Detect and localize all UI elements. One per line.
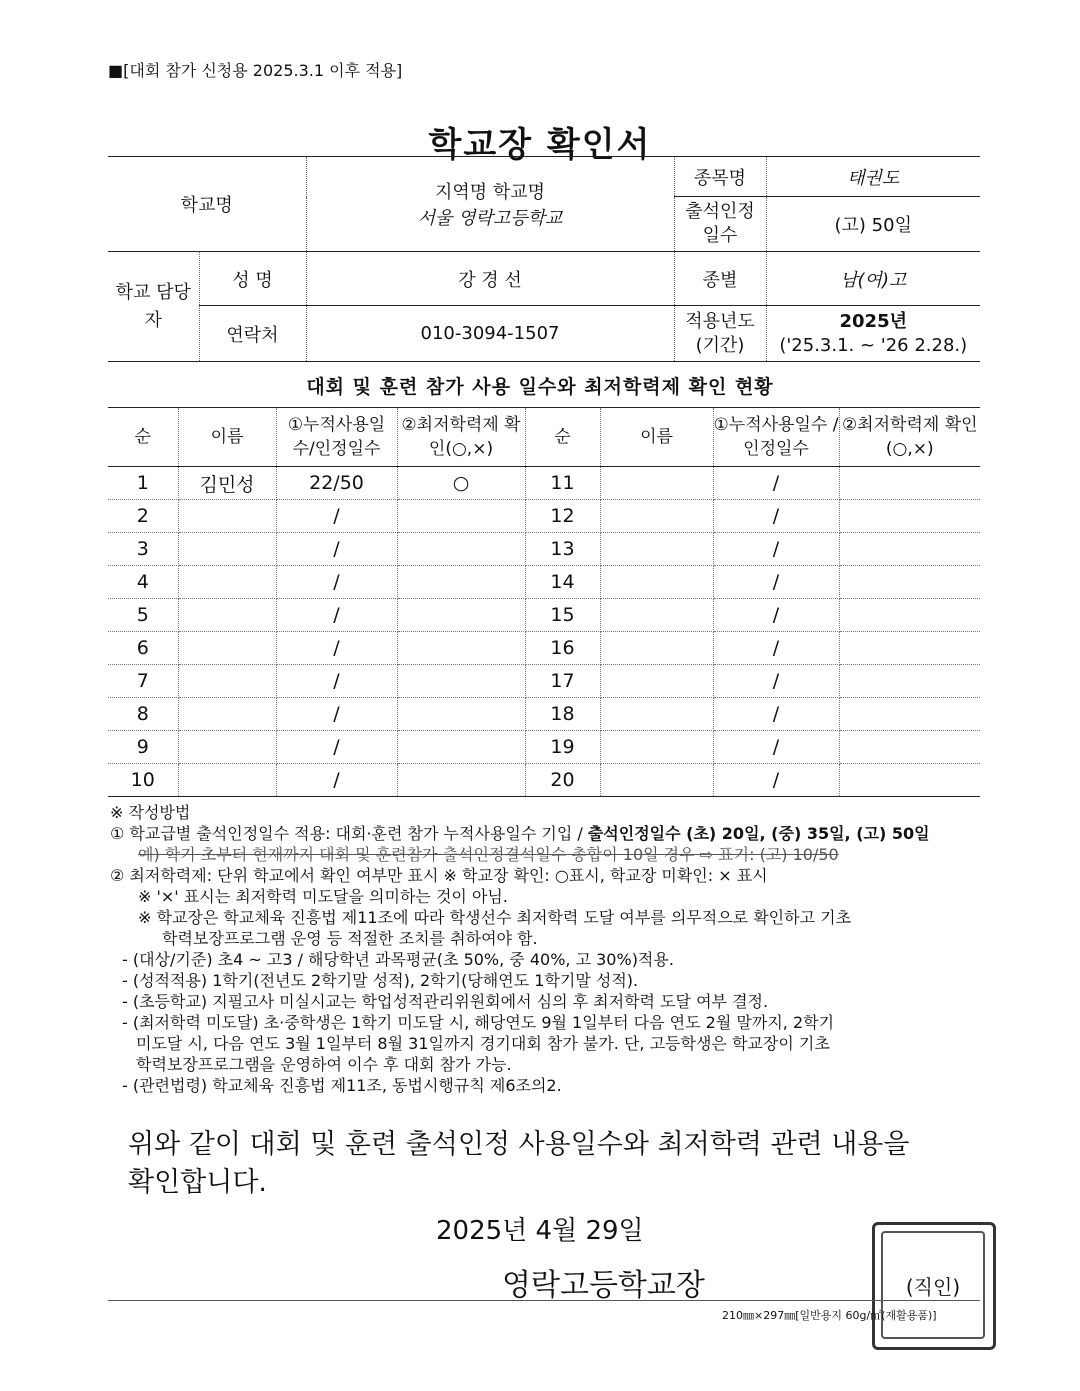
row-no-cell: 10 (108, 764, 178, 797)
col-header-name: 이름 (600, 408, 713, 467)
min-academic-check-cell (839, 665, 980, 698)
min-academic-check-cell (839, 500, 980, 533)
row-no-cell: 13 (525, 533, 600, 566)
student-name-cell (178, 764, 276, 797)
min-academic-check-cell (397, 698, 525, 731)
school-manager-label: 학교 담당자 (108, 252, 199, 362)
col-header-name: 이름 (178, 408, 276, 467)
instruction-2: ② 최저학력제: 단위 학교에서 확인 여부만 표시 ※ 학교장 확인: ○표시, 학교장 미확인: × 표시 (110, 866, 768, 885)
applicable-period-value: ('25.3.1. ~ '26 2.28.) (779, 334, 968, 356)
min-academic-check-cell: ○ (397, 467, 525, 500)
table-row (108, 500, 980, 533)
row-no-cell: 3 (108, 533, 178, 566)
days-used-cell: / (713, 698, 839, 731)
sport-value: 태권도 (766, 157, 980, 197)
confirmation-statement (128, 1126, 978, 1202)
days-used-cell: / (276, 764, 397, 797)
row-no-cell: 5 (108, 599, 178, 632)
min-academic-check-cell (839, 533, 980, 566)
bullet-elementary: - (초등학교) 지필고사 미실시교는 학업성적관리위원회에서 심의 후 최저학력 도달 여부 결정. (122, 992, 769, 1011)
instruction-2-note-b-cont: 학력보장프로그램 운영 등 적절한 조치를 취하여야 함. (162, 929, 538, 948)
instruction-1-bold: 출석인정일수 (초) 20일, (중) 35일, (고) 50일 (587, 824, 930, 843)
table-row (108, 665, 980, 698)
bottom-divider (108, 1300, 980, 1301)
paper-spec: 210㎜×297㎜[일반용지 60g/㎡(재활용품)] (722, 1309, 937, 1322)
applicable-year-value: 2025년 (839, 310, 907, 332)
sport-label: 종목명 (674, 157, 766, 197)
row-no-cell: 11 (525, 467, 600, 500)
col-header-days: ①누적사용일수 /인정일수 (713, 408, 839, 467)
bullet-law: - (관련법령) 학교체육 진흥법 제11조, 동법시행규칙 제6조의2. (122, 1076, 562, 1095)
table-row (108, 698, 980, 731)
table-row (108, 764, 980, 797)
col-header-no: 순 (108, 408, 178, 467)
row-no-cell: 9 (108, 731, 178, 764)
bullet-grades: - (성적적용) 1학기(전년도 2학기말 성적), 2학기(당해연도 1학기말 성적). (122, 971, 639, 990)
student-name-cell (178, 665, 276, 698)
days-used-cell: / (713, 533, 839, 566)
min-academic-check-cell (397, 566, 525, 599)
student-name-cell (600, 533, 713, 566)
document-title: 학교장 확인서 (428, 125, 652, 165)
attendance-days-value: (고) 50일 (766, 197, 980, 252)
bullet-unmet: - (최저학력 미도달) 초·중학생은 1학기 미도달 시, 해당연도 9월 1일부터 다음 연도 2월 말까지, 2학기 (122, 1013, 835, 1032)
col-header-min-academic: ②최저학력제 확인(○,×) (397, 408, 525, 467)
min-academic-check-cell (839, 632, 980, 665)
applicable-year-cell (766, 306, 980, 362)
student-name-cell (178, 599, 276, 632)
instructions (110, 802, 990, 1096)
instructions-heading: ※ 작성방법 (110, 803, 191, 822)
col-header-days: ①누적사용일 수/인정일수 (276, 408, 397, 467)
contact-value: 010-3094-1507 (306, 306, 674, 362)
days-used-cell: / (276, 566, 397, 599)
instruction-1 (110, 823, 990, 844)
col-header-min-academic: ②최저학력제 확인(○,×) (839, 408, 980, 467)
min-academic-check-cell (839, 566, 980, 599)
row-no-cell: 12 (525, 500, 600, 533)
min-academic-check-cell (839, 698, 980, 731)
bullet-unmet-cont-2: 학력보장프로그램을 운영하여 이수 후 대회 참가 가능. (136, 1055, 512, 1074)
days-used-cell: / (713, 632, 839, 665)
min-academic-check-cell (839, 467, 980, 500)
seal-label: (직인) (905, 1275, 961, 1299)
days-used-cell: / (276, 731, 397, 764)
instruction-1-example: 예) 학기 초부터 현재까지 대회 및 훈련참가 출석인정결석일수 총합이 10일 경우 ⇨ 표기: (고) 10/50 (138, 845, 839, 864)
row-no-cell: 14 (525, 566, 600, 599)
min-academic-check-cell (839, 731, 980, 764)
category-value: 남(여)고 (766, 252, 980, 306)
table-row (108, 632, 980, 665)
student-name-cell (600, 566, 713, 599)
table-header-row (108, 408, 980, 467)
row-no-cell: 16 (525, 632, 600, 665)
days-used-cell: / (713, 500, 839, 533)
row-no-cell: 4 (108, 566, 178, 599)
category-label: 종별 (674, 252, 766, 306)
manager-name-value: 강 경 선 (306, 252, 674, 306)
school-name-cell (306, 157, 674, 252)
min-academic-check-cell (839, 764, 980, 797)
row-no-cell: 19 (525, 731, 600, 764)
min-academic-check-cell (397, 764, 525, 797)
manager-name-label: 성 명 (199, 252, 306, 306)
days-used-cell: 22/50 (276, 467, 397, 500)
school-name-value: 서울 영락고등학교 (417, 208, 563, 229)
table-row (108, 533, 980, 566)
days-used-cell: / (713, 467, 839, 500)
instruction-1-text: ① 학교급별 출석인정일수 적용: 대회·훈련 참가 누적사용일수 기입 / (110, 824, 588, 843)
days-used-cell: / (276, 632, 397, 665)
student-name-cell (178, 533, 276, 566)
row-no-cell: 6 (108, 632, 178, 665)
section-title: 대회 및 훈련 참가 사용 일수와 최저학력제 확인 현황 (306, 376, 774, 398)
min-academic-check-cell (397, 665, 525, 698)
row-no-cell: 17 (525, 665, 600, 698)
student-name-cell (600, 731, 713, 764)
days-used-cell: / (276, 533, 397, 566)
form-usage-note: ■[대회 참가 신청용 2025.3.1 이후 적용] (108, 61, 403, 80)
attendance-days-label: 출석인정 일수 (674, 197, 766, 252)
bullet-unmet-cont-1: 미도달 시, 다음 연도 3월 1일부터 8월 31일까지 경기대회 참가 불가. 단, 고등학생은 학교장이 기초 (136, 1034, 830, 1053)
row-no-cell: 2 (108, 500, 178, 533)
table-row (108, 566, 980, 599)
participation-table (108, 407, 980, 797)
school-info-table (108, 156, 980, 362)
school-name-sublabel: 지역명 학교명 (434, 182, 546, 203)
instruction-2-note-a: ※ '×' 표시는 최저학력 미도달을 의미하는 것이 아님. (138, 887, 508, 906)
student-name-cell (600, 764, 713, 797)
col-header-no: 순 (525, 408, 600, 467)
instruction-2-note-b: ※ 학교장은 학교체육 진흥법 제11조에 따라 학생선수 최저학력 도달 여부를 의무적으로 확인하고 기초 (138, 908, 852, 927)
student-name-cell (600, 632, 713, 665)
student-name-cell: 김민성 (178, 467, 276, 500)
contact-label: 연락처 (199, 306, 306, 362)
table-row (108, 731, 980, 764)
row-no-cell: 8 (108, 698, 178, 731)
days-used-cell: / (713, 764, 839, 797)
days-used-cell: / (713, 566, 839, 599)
student-name-cell (178, 500, 276, 533)
days-used-cell: / (276, 599, 397, 632)
student-name-cell (178, 566, 276, 599)
confirmation-line-2: 확인합니다. (128, 1167, 267, 1198)
bullet-target: - (대상/기준) 초4 ~ 고3 / 해당학년 과목평균(초 50%, 중 40%, 고 30%)적용. (122, 950, 674, 969)
days-used-cell: / (276, 665, 397, 698)
min-academic-check-cell (397, 632, 525, 665)
student-name-cell (178, 731, 276, 764)
days-used-cell: / (713, 665, 839, 698)
table-row (108, 467, 980, 500)
student-name-cell (600, 665, 713, 698)
days-used-cell: / (276, 698, 397, 731)
official-seal (872, 1222, 996, 1350)
min-academic-check-cell (397, 731, 525, 764)
student-name-cell (600, 599, 713, 632)
school-name-label: 학교명 (108, 157, 306, 252)
min-academic-check-cell (839, 599, 980, 632)
student-name-cell (600, 698, 713, 731)
row-no-cell: 7 (108, 665, 178, 698)
signer-title: 영락고등학교장 (502, 1268, 705, 1303)
min-academic-check-cell (397, 500, 525, 533)
table-row (108, 599, 980, 632)
row-no-cell: 18 (525, 698, 600, 731)
row-no-cell: 1 (108, 467, 178, 500)
confirmation-date: 2025년 4월 29일 (436, 1216, 644, 1246)
student-name-cell (178, 698, 276, 731)
student-name-cell (600, 500, 713, 533)
student-name-cell (178, 632, 276, 665)
min-academic-check-cell (397, 533, 525, 566)
confirmation-line-1: 위와 같이 대회 및 훈련 출석인정 사용일수와 최저학력 관련 내용을 (128, 1129, 910, 1160)
row-no-cell: 20 (525, 764, 600, 797)
applicable-year-label: 적용년도 (기간) (674, 306, 766, 362)
days-used-cell: / (713, 731, 839, 764)
days-used-cell: / (713, 599, 839, 632)
row-no-cell: 15 (525, 599, 600, 632)
days-used-cell: / (276, 500, 397, 533)
min-academic-check-cell (397, 599, 525, 632)
student-name-cell (600, 467, 713, 500)
